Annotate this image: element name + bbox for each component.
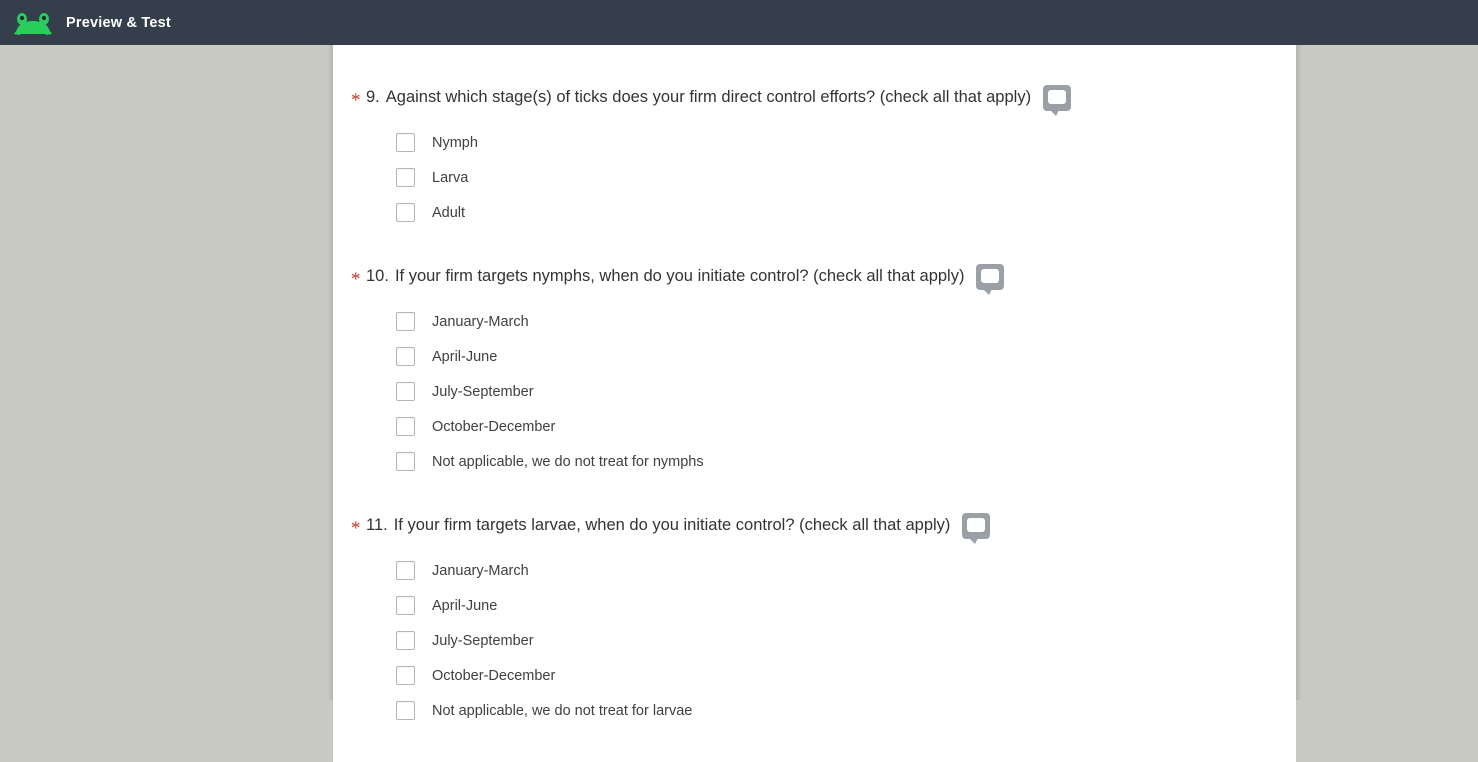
question-block — [333, 264, 1296, 479]
checkbox[interactable] — [396, 596, 415, 615]
question-header — [366, 264, 1296, 290]
frog-logo-icon[interactable] — [14, 8, 52, 38]
option-list — [366, 553, 1296, 728]
option-label: Adult — [432, 204, 466, 221]
option-item[interactable] — [366, 588, 1296, 623]
survey-form-sheet — [333, 45, 1296, 762]
question-text: If your firm targets larvae, when do you initiate control? (check all that apply) — [393, 516, 951, 535]
checkbox[interactable] — [396, 133, 415, 152]
option-label: October-December — [432, 667, 556, 684]
option-label: July-September — [432, 383, 534, 400]
sheet-edge-right — [1296, 45, 1302, 700]
checkbox[interactable] — [396, 666, 415, 685]
question-header — [366, 85, 1296, 111]
question-number: 9. — [366, 88, 380, 107]
comment-bubble-icon[interactable] — [962, 513, 990, 539]
checkbox[interactable] — [396, 417, 415, 436]
question-text: Against which stage(s) of ticks does your firm direct control efforts? (check all that apply) — [385, 88, 1032, 107]
comment-bubble-icon[interactable] — [976, 264, 1004, 290]
option-label: July-September — [432, 632, 534, 649]
option-label: April-June — [432, 348, 498, 365]
option-item[interactable] — [366, 160, 1296, 195]
app-header — [0, 0, 1478, 45]
option-item[interactable] — [366, 693, 1296, 728]
checkbox[interactable] — [396, 203, 415, 222]
option-label: Larva — [432, 169, 469, 186]
question-block — [333, 513, 1296, 728]
option-label: Not applicable, we do not treat for larvae — [432, 702, 693, 719]
option-label: April-June — [432, 597, 498, 614]
survey-page-background — [0, 45, 1478, 719]
option-label: Not applicable, we do not treat for nymphs — [432, 453, 704, 470]
option-item[interactable] — [366, 125, 1296, 160]
option-item[interactable] — [366, 339, 1296, 374]
option-label: January-March — [432, 313, 529, 330]
question-number: 11. — [366, 516, 388, 535]
option-item[interactable] — [366, 304, 1296, 339]
comment-bubble-inner — [967, 518, 985, 532]
option-item[interactable] — [366, 553, 1296, 588]
question-header — [366, 513, 1296, 539]
option-item[interactable] — [366, 374, 1296, 409]
required-marker: * — [351, 90, 361, 111]
checkbox[interactable] — [396, 701, 415, 720]
option-label: Nymph — [432, 134, 478, 151]
option-item[interactable] — [366, 623, 1296, 658]
comment-bubble-inner — [981, 269, 999, 283]
checkbox[interactable] — [396, 168, 415, 187]
required-marker: * — [351, 269, 361, 290]
option-list — [366, 304, 1296, 479]
comment-bubble-inner — [1048, 90, 1066, 104]
option-item[interactable] — [366, 409, 1296, 444]
option-label: January-March — [432, 562, 529, 579]
option-item[interactable] — [366, 444, 1296, 479]
option-item[interactable] — [366, 658, 1296, 693]
checkbox[interactable] — [396, 382, 415, 401]
checkbox[interactable] — [396, 452, 415, 471]
question-text: If your firm targets nymphs, when do you initiate control? (check all that apply) — [394, 267, 965, 286]
question-number: 10. — [366, 267, 389, 286]
option-list — [366, 125, 1296, 230]
option-item[interactable] — [366, 195, 1296, 230]
required-marker: * — [351, 518, 361, 539]
checkbox[interactable] — [396, 631, 415, 650]
page-title: Preview & Test — [66, 14, 171, 31]
comment-bubble-icon[interactable] — [1043, 85, 1071, 111]
option-label: October-December — [432, 418, 556, 435]
checkbox[interactable] — [396, 347, 415, 366]
checkbox[interactable] — [396, 312, 415, 331]
checkbox[interactable] — [396, 561, 415, 580]
question-block — [333, 85, 1296, 230]
